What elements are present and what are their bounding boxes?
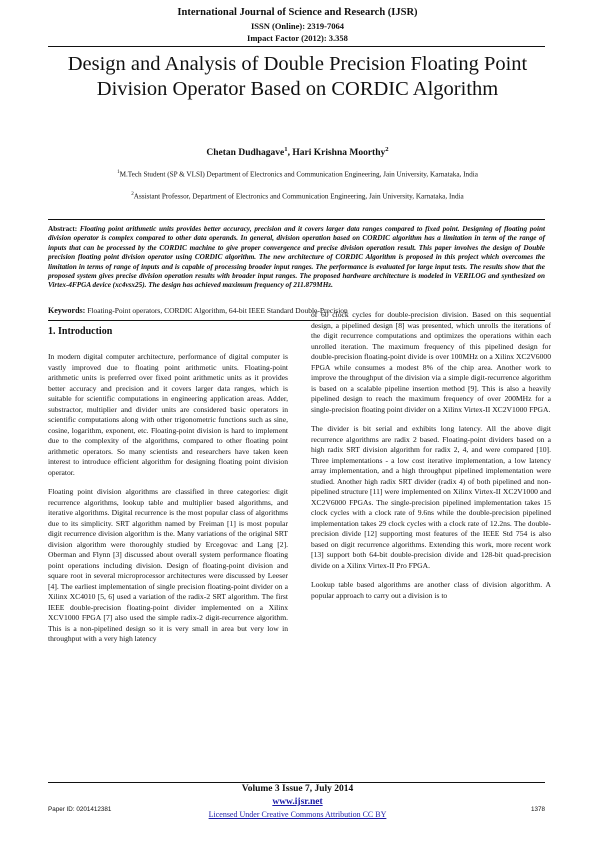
affiliation-2-mark: 2 [131,192,134,197]
author-1: Chetan Dudhagave [206,148,285,159]
abstract-label: Abstract: [48,225,78,233]
license-link[interactable]: Licensed Under Creative Commons Attribution CC BY [208,810,387,819]
abstract [48,225,545,291]
paper-title: Design and Analysis of Double Precision Floating Point Division Operator Based on CORDIC Algorithm [67,53,528,100]
header-rule [48,46,545,47]
paper-id: Paper ID: 0201412381 [48,806,112,813]
author-separator: , [287,148,293,159]
footer-rule [48,782,545,783]
author-2: Hari Krishna Moorthy [292,148,386,159]
abstract-text: Floating point arithmetic units provides better accuracy, precision and it covers larger data ranges compared to fixed point. Designing of floating point division operator is complex compared to other data operands. In general, division operation based on CORDIC algorithm has a limitation in term of the range of inputs that can be processed by the CORDIC machine to give proper convergence and precise division operation result. This paper involves the design of Double precision floating point division operator using CORDIC algorithm. The new architecture of CORDIC Algorithm is proposed in this project which overcomes the limitation in terms of range of inputs and is capable of processing broader input ranges. The performance is evaluated for large input tests. The results show that the proposed system gives precise division operation results with broader input ranges. The proposed hardware architecture is modeled in VERILOG and synthesized on Virtex-4FPGA device (xc4vsx25). The design has achieved maximum frequency of 211.879MHz. [48,225,545,290]
journal-website-link[interactable]: www.ijsr.net [272,797,323,807]
right-column [311,310,551,601]
affiliation-1-mark: 1 [117,170,120,175]
impact-factor-line: Impact Factor (2012): 3.358 [247,33,348,43]
paragraph: The divider is bit serial and exhibits long latency. All the above digit recurrence algorithms are radix 2 based. Floating-point dividers based on a high radix SRT division algorithm for radix 2, 4, and were compared [10]. Three implementations - a low cost iterative implementation, a low latency array implementation, and a high throughput pipelined implementation were studied. Another high radix SRT divider (radix 4) of both pipelined and non-pipelined structure [11] were implemented on Xilinx Virtex-II XC2V1000 and XC2V6000 FPGAs. The single-precision pipelined implementation takes 15 clock cycles with a clock rate of 9.6ns while the double-precision pipelined implementation takes 29 clock cycles with a clock rate of 12.2ns. The double-precision divide [12] supporting most features of the IEEE Std 754 is also based on digit recurrence algorithms. Extending this work, more recent work [13] support both 64-bit double-precision divide and 128-bit quad-precision divide on a Xilinx Virtex-II Pro FPGA. [311,424,551,570]
abstract-top-rule [48,219,545,220]
section-heading-introduction: 1. Introduction [48,326,113,337]
page-number: 1378 [530,806,545,813]
paragraph: Floating point division algorithms are classified in three categories: digit recurrence algorithms, lookup table and multiplier based algorithms, and iterative algorithms. Digital recurrence is the most popular class of algorithms due to its simplicity. SRT algorithm named by Freiman [1] is most popular digit recurrence division algorithm is the. Many variations of the original SRT division algorithm were thoroughly studied by Ercegovac and Lang [2]. Oberman and Flynn [3] discussed about overall system performance floating point operations including division. Design of floating-point division and square root in several microprocessor architectures were discussed by Leeser [4]. The earliest implementation of single precision floating-point divider on a Xilinx XC4010 [5, 6] used a variation of the radix-2 SRT algorithm. The first IEEE double-precision floating-point divider implemented on a Xilinx XCV1000 FPGA [7] also used the simple radix-2 digit-recurrence algorithm. This is a non-pipelined design so it is very small in area but very low in throughput with a very high latency [48,487,288,643]
author-2-affil-mark: 2 [385,146,389,153]
paragraph: of 60 clock cycles for double-precision division. Based on this sequential design, a pipelined design [8] was presented, which unrolls the iterations of the digit recurrence computations and optimizes the operations within each unrolled iteration. The maximum frequency of this pipelined design for double-precision floating-point divide is over 100MHz on a Xilinx XC2V6000 FPGA while consumes a modest 8% of the chip area. Another work to improve the throughput of the division via a simple digit-recurrence algorithm is based on a scalable pipeline insertion method [9]. This is also a heavily pipelined design to reach the maximum frequency of over 200MHz for a single-precision floating point divider on a Xilinx Virtex-II XC2V1000 FPGA. [311,310,551,414]
keywords-text: Floating-Point operators, CORDIC Algorithm, 64-bit IEEE Standard Double-Precision [85,306,348,315]
left-column [48,352,288,645]
author-line [0,146,595,158]
affiliation-2-text: Assistant Professor, Department of Electronics and Communication Engineering, Jain University, Karnataka, India [133,192,464,201]
issn-line: ISSN (Online): 2319-7064 [250,21,345,31]
journal-name: International Journal of Science and Research (IJSR) [177,7,418,18]
volume-issue: Volume 3 Issue 7, July 2014 [241,784,354,794]
paragraph: In modern digital computer architecture, performance of digital computer is vastly improved due to floating point arithmetic units. Floating-point arithmetic units is preferred over fixed point arithmetic units as it provides better accuracy and precision and it covers larger data ranges, which is suitable for scientific computations in engineering application areas. Adder, substractor, multiplier and divider units are considered basic operators in scientific computations along with other trigonometric functions such as sine, cosine, logarithm, exponent, etc. Floating-point division is hard to implement due to the complexity of the algorithms, compared to other floating point arithmetic operators. So many scientists and researchers have taken keen interest to introduce efficient algorithm for designing floating point division operator. [48,352,288,477]
keywords-label: Keywords: [48,306,86,315]
affiliation-1-text: M.Tech Student (SP & VLSI) Department of Electronics and Communication Engineering, Jain University, Karnataka, India [119,170,478,179]
affiliation-1 [0,170,595,178]
affiliation-2 [0,192,595,200]
paragraph: Lookup table based algorithms are another class of division algorithm. A popular approach to carry out a division is to [311,580,551,600]
author-1-affil-mark: 1 [284,146,288,153]
